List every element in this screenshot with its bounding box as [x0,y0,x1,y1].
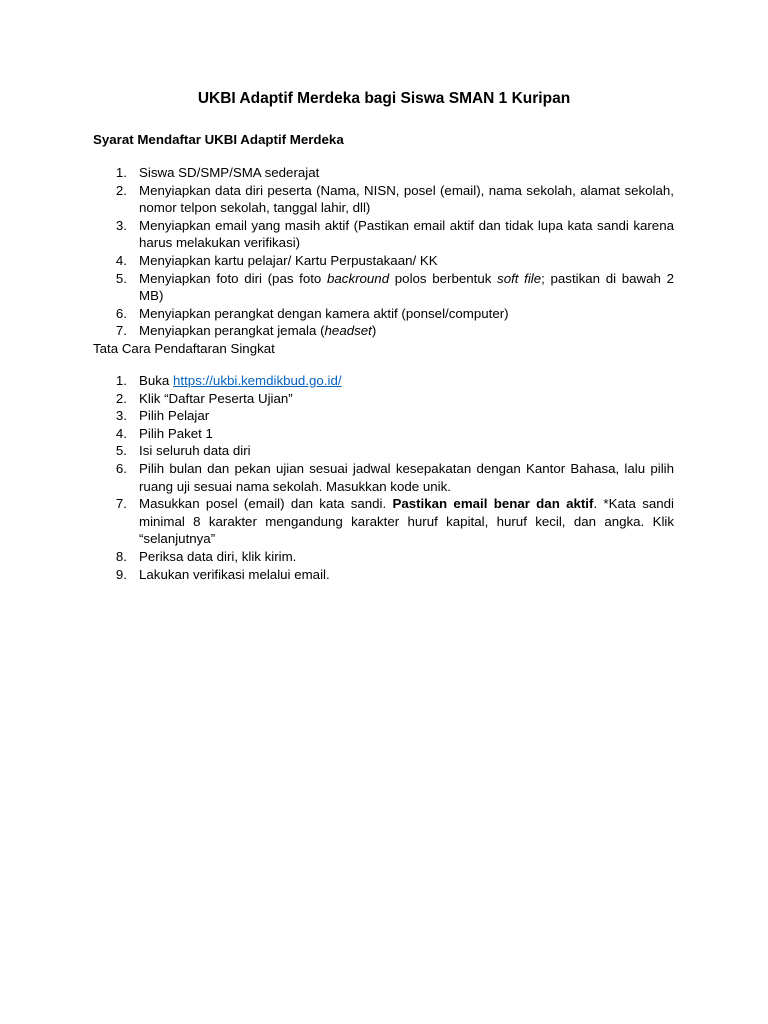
requirements-list [93,164,674,340]
list-text: . *Kata sandi minimal 8 karakter mengandung karakter huruf kapital, huruf kecil, dan angka. Klik “selanjutnya” [139,496,674,547]
list-text: Menyiapkan perangkat dengan kamera aktif (ponsel/computer) [139,305,509,321]
list-item [93,460,674,495]
requirements-heading: Syarat Mendaftar UKBI Adaptif Merdeka [93,132,344,147]
list-item [93,425,674,443]
list-item [93,372,674,390]
list-item [93,252,674,270]
list-item [93,495,674,548]
document-title: UKBI Adaptif Merdeka bagi Siswa SMAN 1 Kuripan [197,90,571,107]
list-number: 1. [115,373,127,388]
list-text: Siswa SD/SMP/SMA sederajat [139,165,320,180]
list-number: 3. [115,408,127,424]
list-text: Lakukan verifikasi melalui email. [139,566,330,582]
list-text: Menyiapkan foto diri (pas foto [139,270,327,286]
registration-heading: Tata Cara Pendaftaran Singkat [93,341,275,356]
list-item [93,566,674,584]
list-number: 5. [115,443,127,459]
list-text: Buka [139,373,174,388]
list-text-bold: Pastikan email benar dan aktif [392,496,594,512]
list-item [93,305,674,323]
list-text: polos berbentuk [389,270,498,286]
list-number: 2. [115,182,127,198]
list-text: Pilih bulan dan pekan ujian sesuai jadwal kesepakatan dengan Kantor Bahasa, lalu pilih ruang uji sesuai nama sekolah. Masukkan kode unik. [139,460,674,494]
list-item [93,322,674,340]
list-number: 5. [115,270,127,286]
list-text: Pilih Pelajar [139,408,210,424]
list-number: 8. [115,548,127,564]
list-number: 4. [115,425,127,441]
list-item [93,270,674,305]
list-number: 4. [115,252,127,268]
list-number: 2. [115,390,127,406]
list-item [93,407,674,425]
list-text: Klik “Daftar Peserta Ujian” [139,390,293,406]
list-text: ; pastikan di bawah 2 MB) [139,270,674,304]
list-number: 1. [115,165,127,180]
list-text-italic: soft file [497,270,542,286]
list-number: 9. [115,566,127,582]
list-text-italic: headset [324,323,372,339]
registration-steps-list [93,372,674,583]
list-text: Isi seluruh data diri [139,443,251,459]
list-number: 6. [115,460,127,476]
list-item [93,164,674,182]
list-number: 7. [115,496,127,512]
list-number: 6. [115,305,127,321]
list-text: Menyiapkan kartu pelajar/ Kartu Perpustakaan/ KK [139,252,438,268]
list-item [93,390,674,408]
list-text: ) [371,323,377,339]
list-text-italic: backround [327,270,390,286]
list-item [93,182,674,217]
list-text: Menyiapkan perangkat jemala ( [139,323,325,339]
list-item [93,217,674,252]
list-text: Pilih Paket 1 [139,425,213,441]
list-item [93,442,674,460]
ukbi-link[interactable]: https://ukbi.kemdikbud.go.id/ [173,373,342,388]
list-number: 3. [115,217,127,233]
list-text: Menyiapkan data diri peserta (Nama, NISN, posel (email), nama sekolah, alamat sekolah, nomor telpon sekolah, tanggal lahir, dll) [139,182,674,216]
list-text: Menyiapkan email yang masih aktif (Pastikan email aktif dan tidak lupa kata sandi karena harus melakukan verifikasi) [139,217,674,251]
list-text: Periksa data diri, klik kirim. [139,548,297,564]
list-number: 7. [115,323,127,339]
list-item [93,548,674,566]
list-text: Masukkan posel (email) dan kata sandi. [139,496,393,512]
